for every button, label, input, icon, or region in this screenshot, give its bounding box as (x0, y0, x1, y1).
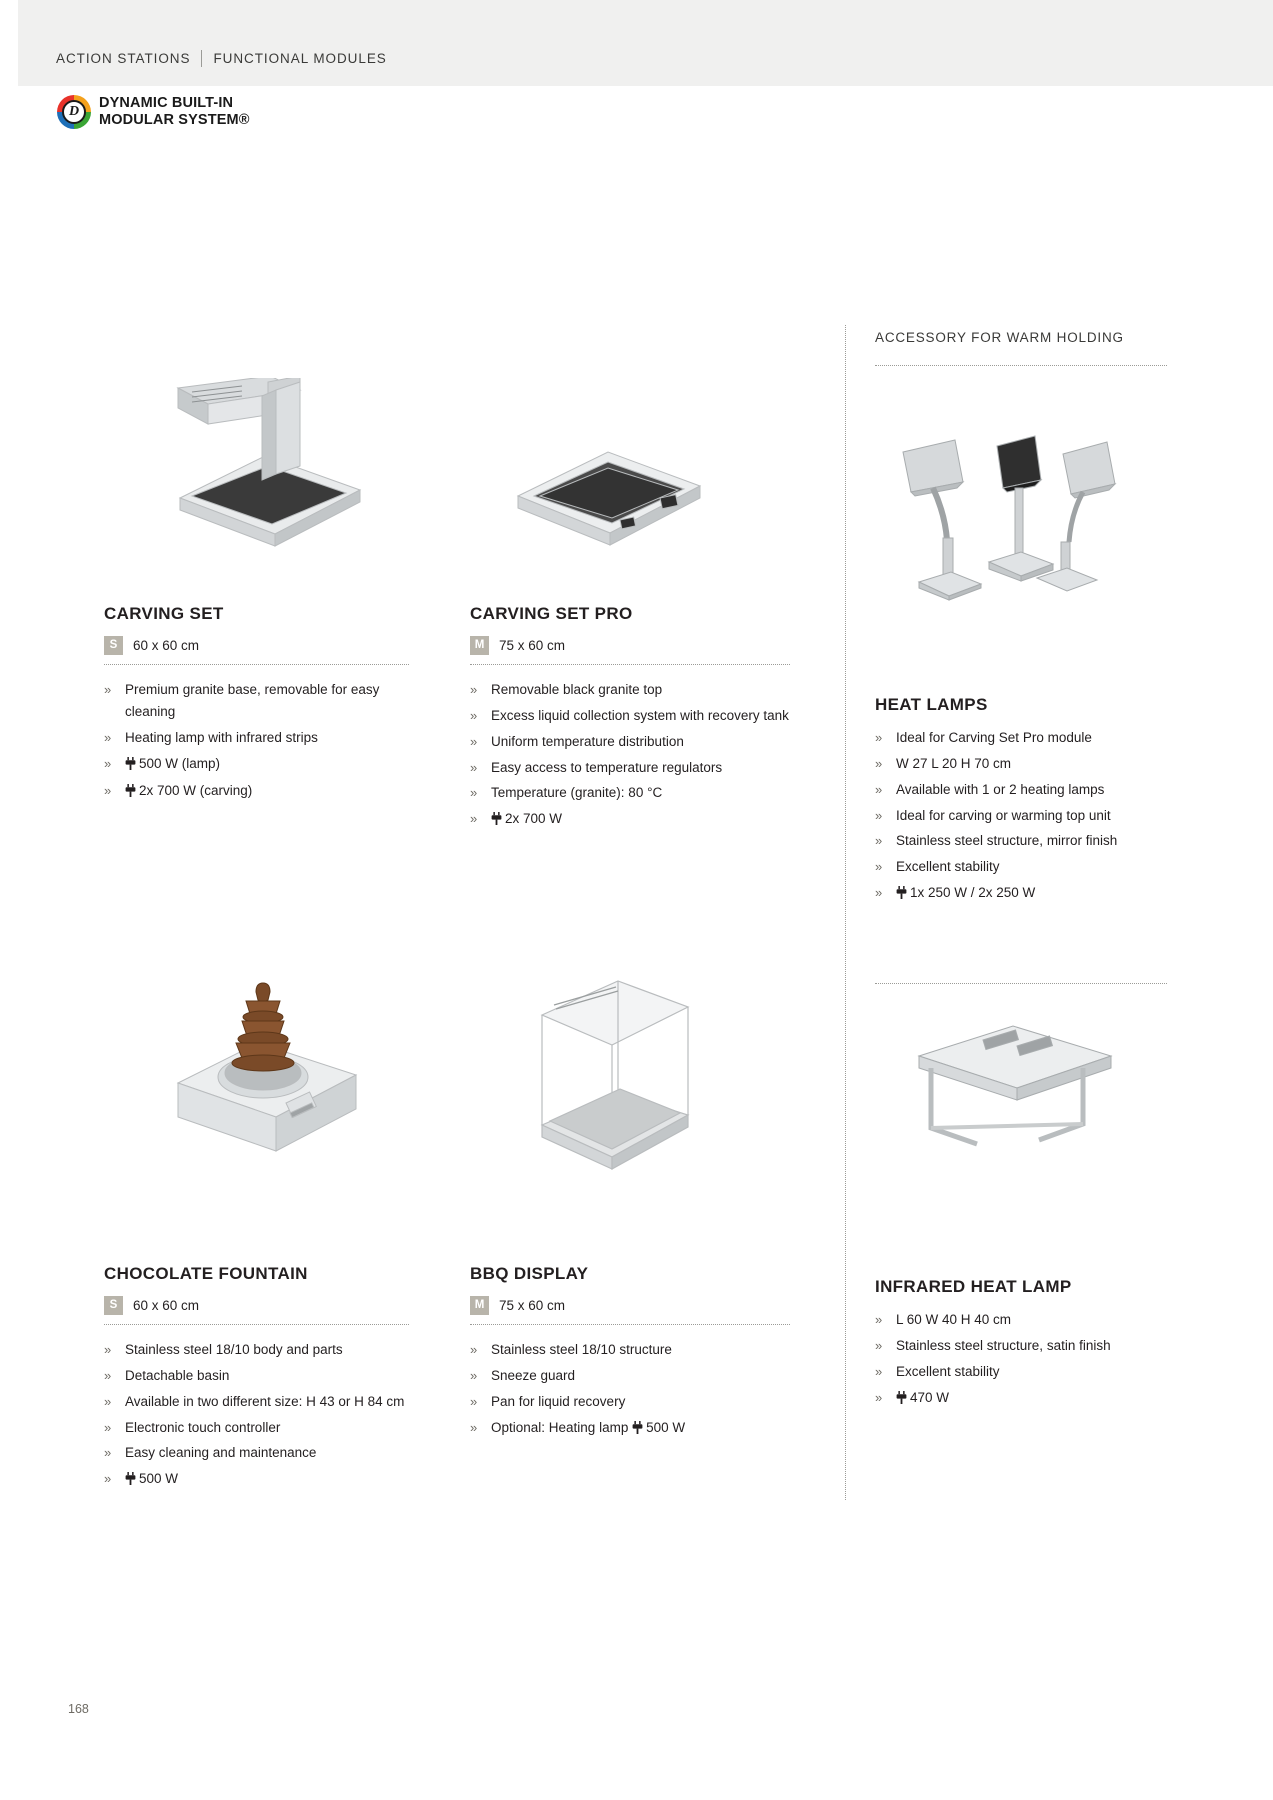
chocolate-fountain-image (168, 965, 378, 1165)
breadcrumb-secondary: FUNCTIONAL MODULES (213, 51, 387, 66)
spec-list (470, 1339, 790, 1440)
size-text: 75 x 60 cm (499, 1298, 566, 1313)
spec-list (104, 1339, 409, 1492)
carving-set-pro-image (500, 448, 720, 563)
size-badge: M (470, 636, 489, 655)
bullet-icon: » (470, 811, 478, 827)
list-item (104, 1365, 409, 1387)
product-title: BBQ DISPLAY (470, 1264, 589, 1283)
spec-text: 500 W (139, 1471, 179, 1487)
power-plug-icon (632, 1419, 643, 1441)
product-bbq-display (470, 1264, 790, 1444)
spec-text: Stainless steel 18/10 body and parts (125, 1342, 343, 1357)
product-size-row (104, 636, 409, 655)
list-item (875, 882, 1170, 906)
size-text: 60 x 60 cm (133, 1298, 200, 1313)
spec-text: Sneeze guard (491, 1367, 576, 1383)
spec-text: Excess liquid collection system with recovery tank (491, 707, 789, 723)
spec-text: Stainless steel structure, mirror finish (896, 833, 1118, 849)
spec-text: 500 W (lamp) (139, 755, 221, 771)
power-plug-icon (896, 884, 907, 906)
size-badge: S (104, 636, 123, 655)
spec-text: Stainless steel structure, satin finish (896, 1337, 1111, 1353)
spec-text: Available in two different size: H 43 or H 84 cm (125, 1393, 405, 1409)
bullet-icon: » (104, 755, 112, 771)
list-item (470, 679, 790, 701)
spec-text-power: 500 W (646, 1419, 686, 1435)
product-size-row (470, 1296, 790, 1315)
list-item (875, 1309, 1170, 1331)
list-item (104, 727, 409, 749)
power-plug-icon (125, 755, 136, 777)
spec-text: Heating lamp with infrared strips (125, 729, 318, 745)
spec-text: Electronic touch controller (125, 1419, 281, 1435)
list-item (875, 805, 1170, 827)
size-badge: S (104, 1296, 123, 1315)
bullet-icon: » (470, 682, 478, 697)
bullet-icon: » (875, 885, 883, 901)
list-item (470, 1365, 790, 1387)
spec-text: Easy cleaning and maintenance (125, 1445, 317, 1461)
spec-list (875, 1309, 1170, 1410)
spec-list (875, 727, 1170, 906)
spec-text: Premium granite base, removable for easy cleaning (125, 682, 380, 719)
bullet-icon: » (875, 1363, 883, 1379)
product-title: CARVING SET PRO (470, 604, 633, 623)
bullet-icon: » (470, 1367, 478, 1383)
bullet-icon: » (104, 1445, 112, 1461)
spec-text: Ideal for carving or warming top unit (896, 807, 1111, 823)
section-rule (104, 664, 409, 665)
page-header-band (0, 0, 1273, 86)
spec-text: 1x 250 W / 2x 250 W (910, 885, 1036, 901)
logo-mark-icon (57, 95, 91, 129)
size-badge: M (470, 1296, 489, 1315)
list-item (875, 1361, 1170, 1383)
list-item (875, 753, 1170, 775)
spec-text: Excellent stability (896, 859, 1000, 875)
product-infrared-heat-lamp (875, 1277, 1170, 1414)
spec-text: Ideal for Carving Set Pro module (896, 730, 1092, 745)
bullet-icon: » (470, 759, 478, 775)
spec-text: Easy access to temperature regulators (491, 759, 723, 775)
list-item (470, 1391, 790, 1413)
logo-line-1: DYNAMIC BUILT-IN (99, 95, 234, 111)
heat-lamps-image (885, 430, 1145, 635)
bullet-icon: » (875, 859, 883, 875)
brand-logo (57, 95, 250, 129)
logo-letter: D (62, 100, 86, 124)
power-plug-icon (896, 1389, 907, 1411)
list-item (875, 779, 1170, 801)
spec-text: 470 W (910, 1389, 950, 1405)
list-item (104, 679, 409, 723)
bullet-icon: » (104, 682, 112, 697)
product-title: CARVING SET (104, 604, 224, 623)
bullet-icon: » (470, 1419, 478, 1435)
power-plug-icon (491, 810, 502, 832)
product-size-row (104, 1296, 409, 1315)
size-text: 75 x 60 cm (499, 638, 566, 653)
power-plug-icon (125, 782, 136, 804)
spec-text: Uniform temperature distribution (491, 733, 684, 749)
spec-text: Available with 1 or 2 heating lamps (896, 781, 1105, 797)
list-item (470, 1417, 790, 1441)
breadcrumb-primary: ACTION STATIONS (56, 51, 191, 66)
product-title: CHOCOLATE FOUNTAIN (104, 1264, 308, 1283)
list-item (104, 1442, 409, 1464)
right-column-rule-bottom (875, 983, 1167, 984)
list-item (104, 753, 409, 777)
list-item (470, 731, 790, 753)
logo-wordmark (99, 95, 250, 129)
list-item (875, 1335, 1170, 1357)
bullet-icon: » (875, 1337, 883, 1353)
bullet-icon: » (104, 1471, 112, 1487)
list-item (875, 727, 1170, 749)
bullet-icon: » (104, 729, 112, 745)
header-left-accent (0, 0, 18, 86)
section-rule (104, 1324, 409, 1325)
spec-text: 2x 700 W (505, 811, 563, 827)
bbq-display-image (520, 975, 710, 1180)
list-item (104, 1391, 409, 1413)
list-item (470, 808, 790, 832)
bullet-icon: » (104, 1367, 112, 1383)
spec-text: L 60 W 40 H 40 cm (896, 1312, 1012, 1327)
product-title: HEAT LAMPS (875, 695, 988, 714)
list-item (875, 830, 1170, 852)
infrared-heat-lamp-image (905, 1020, 1125, 1160)
spec-list (104, 679, 409, 804)
bullet-icon: » (875, 1389, 883, 1405)
spec-text: Excellent stability (896, 1363, 1000, 1379)
list-item (470, 782, 790, 804)
product-size-row (470, 636, 790, 655)
bullet-icon: » (875, 730, 883, 745)
right-column-rule-top (875, 365, 1167, 366)
list-item (875, 856, 1170, 878)
product-chocolate-fountain (104, 1264, 409, 1496)
product-heat-lamps (875, 695, 1170, 910)
list-item (470, 757, 790, 779)
product-carving-set-pro (470, 604, 790, 836)
list-item (104, 1417, 409, 1439)
bullet-icon: » (470, 1342, 478, 1357)
column-divider (845, 325, 846, 1500)
bullet-icon: » (875, 807, 883, 823)
spec-text: Temperature (granite): 80 °C (491, 785, 663, 801)
bullet-icon: » (875, 833, 883, 849)
list-item (470, 1339, 790, 1361)
bullet-icon: » (104, 1393, 112, 1409)
bullet-icon: » (470, 707, 478, 723)
bullet-icon: » (875, 1312, 883, 1327)
product-carving-set (104, 604, 409, 808)
product-title: INFRARED HEAT LAMP (875, 1277, 1072, 1296)
list-item (875, 1387, 1170, 1411)
list-item (470, 705, 790, 727)
spec-text: Stainless steel 18/10 structure (491, 1342, 672, 1357)
bullet-icon: » (104, 783, 112, 799)
list-item (104, 780, 409, 804)
bullet-icon: » (104, 1342, 112, 1357)
bullet-icon: » (875, 781, 883, 797)
breadcrumb (56, 50, 387, 67)
carving-set-image (150, 378, 380, 558)
spec-text: W 27 L 20 H 70 cm (896, 755, 1012, 771)
section-rule (470, 1324, 790, 1325)
bullet-icon: » (470, 785, 478, 801)
spec-text: 2x 700 W (carving) (139, 783, 253, 799)
bullet-icon: » (104, 1419, 112, 1435)
page-number: 168 (68, 1702, 89, 1716)
spec-text: Detachable basin (125, 1367, 230, 1383)
list-item (104, 1339, 409, 1361)
bullet-icon: » (470, 733, 478, 749)
logo-line-2: MODULAR SYSTEM® (99, 112, 250, 129)
spec-text: Removable black granite top (491, 682, 663, 697)
right-column-section-title: ACCESSORY FOR WARM HOLDING (875, 330, 1124, 345)
bullet-icon: » (470, 1393, 478, 1409)
spec-list (470, 679, 790, 832)
breadcrumb-divider (201, 50, 202, 67)
list-item (104, 1468, 409, 1492)
bullet-icon: » (875, 755, 883, 771)
spec-text-optional: Optional: Heating lamp (491, 1419, 633, 1435)
power-plug-icon (125, 1470, 136, 1492)
spec-text: Pan for liquid recovery (491, 1393, 626, 1409)
size-text: 60 x 60 cm (133, 638, 200, 653)
section-rule (470, 664, 790, 665)
